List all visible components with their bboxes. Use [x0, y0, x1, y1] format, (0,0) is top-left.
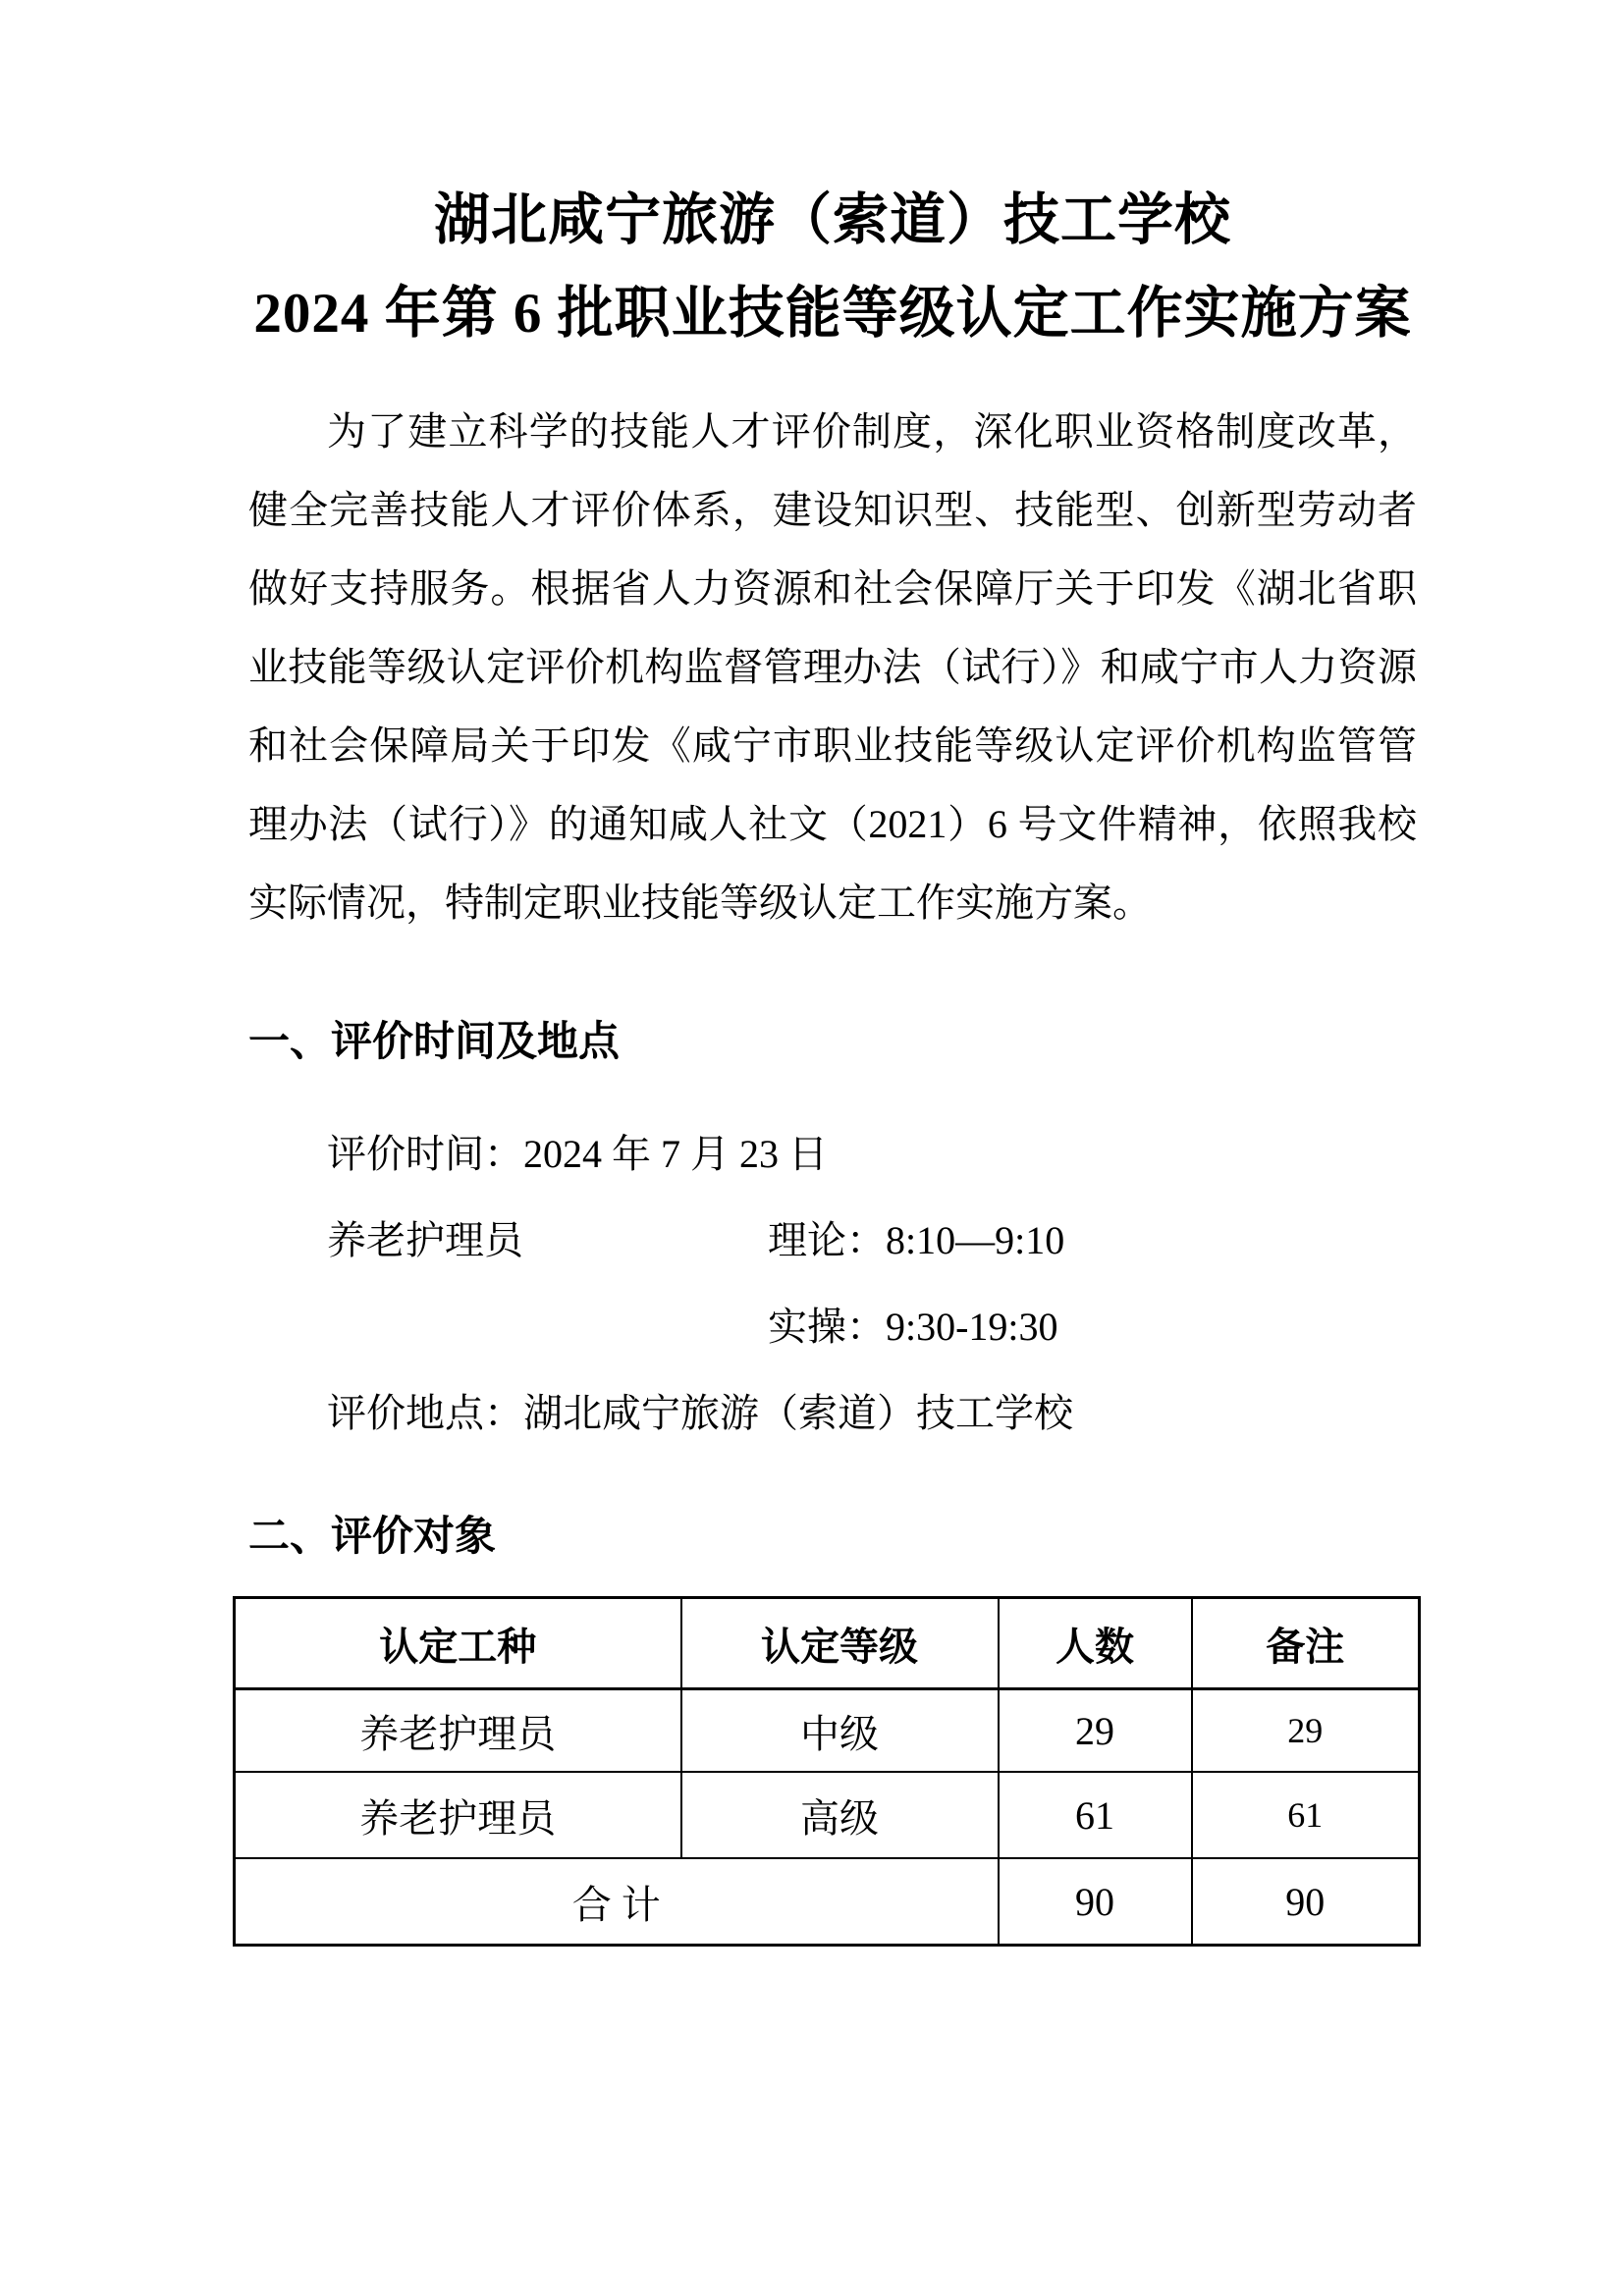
cell-remark: 29 — [1192, 1689, 1420, 1773]
header-level: 认定等级 — [681, 1598, 999, 1689]
practice-time-line: 实操：9:30-19:30 — [768, 1305, 1058, 1349]
cell-count: 61 — [999, 1772, 1192, 1858]
evaluation-location-line: 评价地点：湖北咸宁旅游（索道）技工学校 — [327, 1391, 1073, 1435]
cell-level: 高级 — [681, 1772, 999, 1858]
intro-paragraph: 为了建立科学的技能人才评价制度，深化职业资格制度改革，健全完善技能人才评价体系，建设知识型、技能型、创新型劳动者做好支持服务。根据省人力资源和社会保障厅关于印发《湖北省职业技能等级认定评价机构监督管理办法（试行）》和咸宁市人力资源和社会保障局关于印发《咸宁市职业技能等级认定评价机构监管管理办法（试行）》的通知咸人社文（2021）6 号文件精神，依照我校实际情况，特制定职业技能等级认定工作实施方案。 — [248, 409, 1417, 925]
occupation-theory-line — [248, 1198, 1417, 1284]
header-count: 人数 — [999, 1598, 1192, 1689]
section1-heading: 一、评价时间及地点 — [248, 1020, 621, 1065]
header-remark: 备注 — [1192, 1598, 1420, 1689]
section2-heading: 二、评价对象 — [248, 1515, 497, 1560]
table-header-row — [235, 1598, 1420, 1689]
occupation-label: 养老护理员 — [327, 1218, 523, 1262]
evaluation-time-block — [248, 1111, 1417, 1457]
total-label-cell: 合 计 — [235, 1858, 999, 1946]
total-remark-cell: 90 — [1192, 1858, 1420, 1946]
document-title-line1: 湖北咸宁旅游（索道）技工学校 — [434, 189, 1231, 251]
evaluation-time-line: 评价时间：2024 年 7 月 23 日 — [327, 1132, 828, 1176]
cell-count: 29 — [999, 1689, 1192, 1773]
header-occupation: 认定工种 — [235, 1598, 681, 1689]
document-title-line2: 2024 年第 6 批职业技能等级认定工作实施方案 — [253, 283, 1412, 345]
table-total-row — [235, 1858, 1420, 1946]
theory-time-label: 理论：8:10—9:10 — [768, 1218, 1065, 1262]
cell-remark: 61 — [1192, 1772, 1420, 1858]
table-row — [235, 1689, 1420, 1773]
cell-occupation: 养老护理员 — [235, 1689, 681, 1773]
cell-level: 中级 — [681, 1689, 999, 1773]
table-row — [235, 1772, 1420, 1858]
total-count-cell: 90 — [999, 1858, 1192, 1946]
evaluation-target-table — [233, 1596, 1421, 1947]
cell-occupation: 养老护理员 — [235, 1772, 681, 1858]
